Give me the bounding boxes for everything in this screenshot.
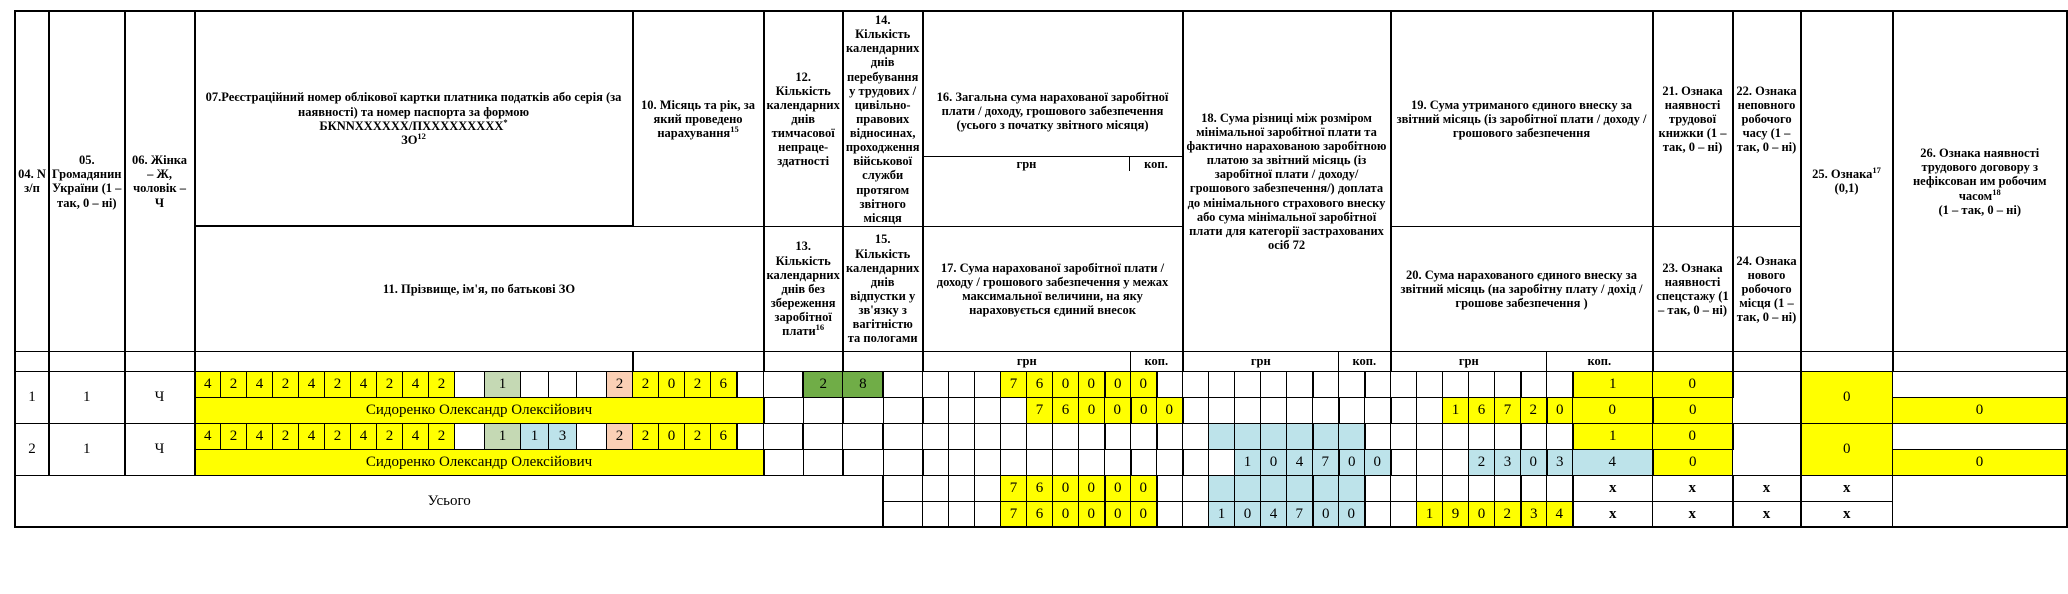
row1-c17-g4[interactable] [1001,397,1027,423]
row2-c20-k2[interactable]: 4 [1573,449,1653,475]
row1-c21[interactable]: 1 [1573,371,1653,397]
row1-c23[interactable]: 0 [1653,397,1733,423]
tot1-c16-g5[interactable]: 7 [1001,475,1027,501]
row2-c19-g5[interactable] [1469,423,1495,449]
tot2-c26: x [1801,501,1893,527]
tot2-c25: x [1733,501,1801,527]
row2-c18-k2[interactable] [1339,423,1365,449]
row1-citizen: 1 [49,371,125,423]
tot2-c18-g6[interactable]: 7 [1287,501,1313,527]
tot2-c17-g1[interactable] [883,501,922,527]
row1-c17-g3[interactable] [975,397,1001,423]
row2-taxid-3[interactable]: 4 [247,423,273,449]
tot1-c18-g4[interactable] [1235,475,1261,501]
unit-blank-21 [1653,351,1733,371]
row2-c20-g2[interactable] [1417,449,1443,475]
row2-year-3[interactable]: 6 [711,423,737,449]
row1-c19-g6[interactable] [1495,371,1521,397]
header-col-11: 11. Прізвище, ім'я, по батькові ЗО [195,226,764,351]
header-col-05: 05. Громадянин України (1 – так, 0 – ні) [49,11,125,351]
row2-c21[interactable]: 1 [1573,423,1653,449]
tot1-c18-k2[interactable] [1339,475,1365,501]
row2-c20-g5[interactable]: 3 [1495,449,1521,475]
unit-20-kop: коп. [1547,351,1653,371]
unit-blank-10 [633,351,764,371]
unit-17-kop: коп. [1131,351,1183,371]
row2-c19-g3[interactable] [1417,423,1443,449]
row1-taxid-9[interactable]: 4 [403,371,429,397]
row1-c22[interactable]: 0 [1653,371,1733,397]
unit-blank-25 [1801,351,1893,371]
row1-c16-g5[interactable]: 7 [1001,371,1027,397]
tot1-c20-g2[interactable] [1391,475,1417,501]
row2-c16-g2[interactable] [923,423,949,449]
row1-taxid-4[interactable]: 2 [273,371,299,397]
row2-c18-g1[interactable] [1157,423,1183,449]
row2-taxid-10[interactable]: 2 [429,423,455,449]
header-col-16-wrap [923,11,1183,226]
row1-c18-g4[interactable] [1235,371,1261,397]
row1-c20-k1[interactable]: 0 [1547,397,1573,423]
row2-gap-1[interactable] [455,423,485,449]
tot2-c17-g6[interactable]: 6 [1027,501,1053,527]
header-16-kop: коп. [1144,157,1168,172]
tot2-c20-g5[interactable]: 0 [1469,501,1495,527]
tot1-c16-g2[interactable] [923,475,949,501]
row1-c17-g7[interactable]: 0 [1079,397,1105,423]
total-row [15,475,2067,501]
row2-month-2[interactable]: 2 [633,423,659,449]
tot2-c18-k2[interactable]: 0 [1339,501,1365,527]
row1-c24[interactable]: 0 [1893,397,2067,423]
row2-c19-g2[interactable] [1391,423,1417,449]
tot1-c16-k1[interactable]: 0 [1105,475,1131,501]
row2-full-name[interactable]: Сидоренко Олександр Олексійович [195,449,764,475]
row2-type-code-2[interactable]: 3 [549,423,577,449]
row1-c20-g4[interactable]: 6 [1469,397,1495,423]
unit-17-grn: грн [923,351,1131,371]
row2-c17-g1[interactable] [923,449,949,475]
row1-c26[interactable]: 0 [1801,371,1893,423]
tot2-c22: x [1653,501,1733,527]
header-col-17: 17. Сума нарахованої заробітної плати / доходу / грошового забезпечення у межах максимальної величини, на яку нараховується єдиний внесок [923,226,1183,351]
tot2-c17-g4[interactable] [975,501,1001,527]
row1-c17-g1[interactable] [923,397,949,423]
row1-c12-1[interactable] [737,371,764,397]
tot1-c26: x [1801,475,1893,501]
row1b-c18-k1[interactable] [1339,397,1365,423]
row1-full-name[interactable]: Сидоренко Олександр Олексійович [195,397,764,423]
row1b-c18-g4[interactable] [1261,397,1287,423]
row1-c18-g3[interactable] [1209,371,1235,397]
row2-type-code-1[interactable]: 1 [521,423,549,449]
tot1-c18-g2[interactable] [1183,475,1209,501]
tot2-c17-g8[interactable]: 0 [1079,501,1105,527]
row1-taxid-8[interactable]: 2 [377,371,403,397]
row2-num: 2 [15,423,49,475]
row1-c17-g2[interactable] [949,397,975,423]
row1-c17-g8[interactable]: 0 [1105,397,1131,423]
row1-c16-g1[interactable] [883,371,922,397]
table-row[interactable] [15,371,2067,397]
row1b-c18-g6[interactable] [1313,397,1339,423]
row1-c19-g5[interactable] [1469,371,1495,397]
row1-year-2[interactable]: 2 [685,371,711,397]
row1-taxid-10[interactable]: 2 [429,371,455,397]
row1-c16-g7[interactable]: 0 [1053,371,1079,397]
row2b-c18-k1[interactable]: 0 [1339,449,1365,475]
row1-num: 1 [15,371,49,423]
tot1-c20-g5[interactable] [1469,475,1495,501]
row2-c17-k1[interactable] [1131,449,1157,475]
row2-taxid-4[interactable]: 2 [273,423,299,449]
tot2-c20-g2[interactable] [1391,501,1417,527]
row1-taxid-3[interactable]: 4 [247,371,273,397]
row2-gap-2[interactable] [577,423,607,449]
row1b-c18-g5[interactable] [1287,397,1313,423]
row2-c18-k1[interactable] [1313,423,1339,449]
tot2-c17-g5[interactable]: 7 [1001,501,1027,527]
row2b-c18-g1[interactable] [1183,449,1209,475]
row2-c16-g3[interactable] [949,423,975,449]
tot2-c18-g1[interactable] [1157,501,1183,527]
row2-c19-k2[interactable] [1547,423,1573,449]
row2-c16-g1[interactable] [883,423,922,449]
total-label: Усього [15,475,883,527]
row1-c18-k2[interactable] [1339,371,1365,397]
row2-citizen: 1 [49,423,125,475]
row1-c14-1[interactable]: 2 [803,371,843,397]
tot1-c20-k2[interactable] [1547,475,1573,501]
row1-c13-1[interactable] [764,397,804,423]
tot2-c20-g4[interactable]: 9 [1443,501,1469,527]
row2-c20-g3[interactable] [1443,449,1469,475]
header-col-10: 10. Місяць та рік, за який проведено нарахування$^{15}$ [633,11,764,226]
row2-year-2[interactable]: 2 [685,423,711,449]
row1-c15-1[interactable] [843,397,884,423]
row1-year-3[interactable]: 6 [711,371,737,397]
row2-c16-k2[interactable] [1131,423,1157,449]
unit-blank-07 [195,351,633,371]
row1-c16-g6[interactable]: 6 [1027,371,1053,397]
row2-c16-k1[interactable] [1105,423,1131,449]
header-col-22: 22. Ознака неповного робочого часу (1 – так, 0 – ні) [1733,11,1801,226]
unit-blank-26 [1893,351,2067,371]
row1-c19-g1[interactable] [1365,371,1391,397]
row2b-c18-g4[interactable]: 0 [1261,449,1287,475]
row1-c17-g5[interactable]: 7 [1027,397,1053,423]
row2-taxid-2[interactable]: 2 [221,423,247,449]
row1-taxid-6[interactable]: 2 [325,371,351,397]
row1-month-1[interactable]: 2 [607,371,633,397]
row2-taxid-5[interactable]: 4 [299,423,325,449]
row2-c14-2[interactable] [843,423,884,449]
row1-c20-g5[interactable]: 7 [1495,397,1521,423]
row2-c16-g4[interactable] [975,423,1001,449]
tot1-c16-g7[interactable]: 0 [1053,475,1079,501]
row2b-c18-k2[interactable]: 0 [1365,449,1391,475]
row2-c18-g6[interactable] [1287,423,1313,449]
tot1-c20-k1[interactable] [1521,475,1547,501]
header-col-14: 14. Кількість календарних днів перебування у трудових / цивільно-правових відносинах, проходження військової служби протягом звітного місяця [843,11,923,226]
tot2-c18-g5[interactable]: 4 [1261,501,1287,527]
tot1-c25: x [1733,475,1801,501]
row2-c18-g4[interactable] [1235,423,1261,449]
row2-taxid-6[interactable]: 2 [325,423,351,449]
unit-blank-12 [764,351,843,371]
row2-c15-2[interactable] [883,449,922,475]
row2-c13-1[interactable] [764,449,804,475]
tot1-c18-k1[interactable] [1313,475,1339,501]
tot1-c20-g6[interactable] [1495,475,1521,501]
row2-c18-g2[interactable] [1183,423,1209,449]
row2b-c18-g3[interactable]: 1 [1235,449,1261,475]
unit-18-kop: коп. [1339,351,1391,371]
row1-year-1[interactable]: 0 [659,371,685,397]
tot1-c18-g6[interactable] [1287,475,1313,501]
tot2-c21: x [1573,501,1653,527]
tot2-c17-g3[interactable] [949,501,975,527]
row1-gap-2[interactable] [577,371,607,397]
row1-c18-g5[interactable] [1261,371,1287,397]
footnote-star: * [503,116,508,127]
row2-c19-g6[interactable] [1495,423,1521,449]
row2-c19-g4[interactable] [1443,423,1469,449]
row1-c16-k2[interactable]: 0 [1131,371,1157,397]
row1-gap-1[interactable] [455,371,485,397]
tot1-c18-g1[interactable] [1157,475,1183,501]
row2-c20-g4[interactable]: 2 [1469,449,1495,475]
row1-c19-g2[interactable] [1391,371,1417,397]
row2-c17-g4[interactable] [1001,449,1027,475]
header-col-18: 18. Сума різниці між розміром мінімальної заробітної плати та фактично нарахованою заробітною платою за звітний місяць (із заробітної плати / доходу/грошового забезпечення/) доплата до мінімального страхового внеску або сума мінімальної заробітної плати для категорії застрахованих осіб 72 [1183,11,1391,351]
header-col-06: 06. Жінка – Ж, чоловік – Ч [125,11,195,351]
row1-c17-k1[interactable]: 0 [1131,397,1157,423]
header-col-19: 19. Сума утриманого єдиного внеску за звітний місяць (із заробітної плати / доходу / грошового забезпечення [1391,11,1653,226]
row1b-c18-g2[interactable] [1209,397,1235,423]
row1-c25[interactable] [1733,371,1801,423]
header-16-grn: грн [924,157,1130,172]
header-col-16: 16. Загальна сума нарахованої заробітної плати / доходу, грошового забезпечення (усього з початку звітного місяця) [924,67,1182,157]
tot1-c16-g8[interactable]: 0 [1079,475,1105,501]
unit-18-grn: грн [1183,351,1339,371]
row1b-c18-g1[interactable] [1183,397,1209,423]
row1b-c18-g3[interactable] [1235,397,1261,423]
row1-c18-g1[interactable] [1157,371,1183,397]
row1-taxid-5[interactable]: 4 [299,371,325,397]
header-col-12: 12. Кількість календарних днів тимчасової непраце-здатності [764,11,843,226]
unit-blank-05 [49,351,125,371]
header-col-21: 21. Ознака наявності трудової книжки (1 – так, 0 – ні) [1653,11,1733,226]
row1-type-code-2[interactable] [549,371,577,397]
row1b-c18-k2[interactable] [1365,397,1391,423]
header-col-20: 20. Сума нарахованого єдиного внеску за звітний місяць (на заробітну плату / дохід / грошове забезпечення ) [1391,226,1653,351]
row1-c19-g4[interactable] [1443,371,1469,397]
row1-c20-g6[interactable]: 2 [1521,397,1547,423]
tot2-c17-k1[interactable]: 0 [1105,501,1131,527]
tot1-c16-g4[interactable] [975,475,1001,501]
table-row[interactable] [15,423,2067,449]
row1-c16-g8[interactable]: 0 [1079,371,1105,397]
tot2-c17-g2[interactable] [923,501,949,527]
tot2-c20-g1[interactable] [1365,501,1391,527]
row1-c20-g2[interactable] [1417,397,1443,423]
row1-cat-code[interactable]: 1 [485,371,521,397]
footnote-16: 16 [815,322,825,333]
row2-c20-g6[interactable]: 0 [1521,449,1547,475]
row2-c17-g2[interactable] [949,449,975,475]
row2-c18-g5[interactable] [1261,423,1287,449]
row1-taxid-1[interactable]: 4 [195,371,221,397]
tot2-c20-k1[interactable]: 3 [1521,501,1547,527]
row1-c17-k2[interactable]: 0 [1157,397,1183,423]
tot2-c18-g2[interactable] [1183,501,1209,527]
header-col-26: 26. Ознака наявності трудового договору з нефіксован им робочим часом$^{18}$ (1 – так, 0 – ні) [1893,11,2067,351]
tot1-c21: x [1573,475,1653,501]
tot1-c18-g3[interactable] [1209,475,1235,501]
row2-c19-k1[interactable] [1521,423,1547,449]
row1-c13-2[interactable] [803,397,843,423]
row2-month-1[interactable]: 2 [607,423,633,449]
tot2-c20-k2[interactable]: 4 [1547,501,1573,527]
footnote-15: 15 [730,123,739,134]
tot1-c20-g1[interactable] [1365,475,1391,501]
row2-cat-code[interactable]: 1 [485,423,521,449]
unit-row [15,351,2067,371]
tot2-c17-g7[interactable]: 0 [1053,501,1079,527]
row2-sex: Ч [125,423,195,475]
row2-c12-1[interactable] [737,423,764,449]
row1-c19-k1[interactable] [1521,371,1547,397]
tot1-c16-g3[interactable] [949,475,975,501]
unit-blank-04 [15,351,49,371]
tot2-c18-g4[interactable]: 0 [1235,501,1261,527]
row2b-c18-g6[interactable]: 7 [1313,449,1339,475]
row2-c16-g7[interactable] [1053,423,1079,449]
header-col-23: 23. Ознака наявності спецстажу (1 – так, 0 – ні) [1653,226,1733,351]
row1-c18-g6[interactable] [1287,371,1313,397]
header-col-25: 25. Ознака$^{17}$ (0,1) [1801,11,1893,351]
row1-taxid-7[interactable]: 4 [351,371,377,397]
tot2-c17-k2[interactable]: 0 [1131,501,1157,527]
row2-c19-g1[interactable] [1365,423,1391,449]
row2-c17-g3[interactable] [975,449,1001,475]
row2-c15-1[interactable] [843,449,884,475]
header-col-13: 13. Кількість календарних днів без збереження заробітної плати$^{16}$ [764,226,843,351]
footnote-18: 18 [1992,186,2001,197]
row2b-c18-g2[interactable] [1209,449,1235,475]
tot1-c20-g4[interactable] [1443,475,1469,501]
row2b-c18-g5[interactable]: 4 [1287,449,1313,475]
row2-c20-k1[interactable]: 3 [1547,449,1573,475]
row2-c16-g5[interactable] [1001,423,1027,449]
row2-c26[interactable]: 0 [1801,423,1893,475]
unit-blank-14 [843,351,923,371]
unit-blank-22 [1733,351,1801,371]
header-col-15: 15. Кількість календарних днів відпустки у зв'язку з вагітністю та пологами [843,226,923,351]
header-col-07: 07.Реєстраційний номер облікової картки платника податків або серія (за наявності) та номер паспорта за формою БКNNXXXXXX/ПXXXXXXXXX* ЗО$^{12}$ [195,11,633,226]
row1-taxid-2[interactable]: 2 [221,371,247,397]
row2-year-1[interactable]: 0 [659,423,685,449]
tot2-c18-g3[interactable]: 1 [1209,501,1235,527]
row1-c17-g6[interactable]: 6 [1053,397,1079,423]
tot1-c16-g1[interactable] [883,475,922,501]
report-table [14,10,2068,528]
tot1-c18-g5[interactable] [1261,475,1287,501]
row1-month-2[interactable]: 2 [633,371,659,397]
tot1-c20-g3[interactable] [1417,475,1443,501]
tot1-c22: x [1653,475,1733,501]
row1-c18-k1[interactable] [1313,371,1339,397]
row2-c17-g5[interactable] [1027,449,1053,475]
row1-c14-2[interactable]: 8 [843,371,884,397]
tot2-c18-k1[interactable]: 0 [1313,501,1339,527]
row2-c22[interactable]: 0 [1653,423,1733,449]
row2-c13-2[interactable] [803,449,843,475]
row1-c15-2[interactable] [883,397,922,423]
row2-c25[interactable] [1733,423,1801,475]
row1-c16-g2[interactable] [923,371,949,397]
row1-c18-g2[interactable] [1183,371,1209,397]
row1-c20-k2[interactable]: 0 [1573,397,1653,423]
row2-taxid-9[interactable]: 4 [403,423,429,449]
tot1-c16-g6[interactable]: 6 [1027,475,1053,501]
row1-c16-g4[interactable] [975,371,1001,397]
unit-blank-06 [125,351,195,371]
header-col-04: 04. N з/п [15,11,49,351]
header-col-24: 24. Ознака нового робочого місця (1 – так, 0 – ні) [1733,226,1801,351]
tot2-c20-g3[interactable]: 1 [1417,501,1443,527]
row1-c19-g3[interactable] [1417,371,1443,397]
row2-c18-g3[interactable] [1209,423,1235,449]
row1-type-code-1[interactable] [521,371,549,397]
row2-c17-g6[interactable] [1053,449,1079,475]
row2-c16-g6[interactable] [1027,423,1053,449]
row1-c20-g1[interactable] [1391,397,1417,423]
row1-c16-k1[interactable]: 0 [1105,371,1131,397]
row1-c19-k2[interactable] [1547,371,1573,397]
row1-c20-g3[interactable]: 1 [1443,397,1469,423]
row2-c17-g7[interactable] [1079,449,1105,475]
row2-c20-g1[interactable] [1391,449,1417,475]
row1-sex: Ч [125,371,195,423]
row1-c16-g3[interactable] [949,371,975,397]
row1-c12-2[interactable] [764,371,804,397]
row2-c16-g8[interactable] [1079,423,1105,449]
row2-c17-k2[interactable] [1157,449,1183,475]
footnote-17: 17 [1872,165,1881,176]
row2-c12-2[interactable] [764,423,804,449]
row2-taxid-1[interactable]: 4 [195,423,221,449]
row2-c14-1[interactable] [803,423,843,449]
unit-20-grn: грн [1391,351,1547,371]
row2-c17-g8[interactable] [1105,449,1131,475]
row2-c24[interactable]: 0 [1893,449,2067,475]
tot1-c16-k2[interactable]: 0 [1131,475,1157,501]
row2-c23[interactable]: 0 [1653,449,1733,475]
row2-taxid-7[interactable]: 4 [351,423,377,449]
footnote-12: 12 [417,130,426,141]
tot2-c20-g6[interactable]: 2 [1495,501,1521,527]
row2-taxid-8[interactable]: 2 [377,423,403,449]
